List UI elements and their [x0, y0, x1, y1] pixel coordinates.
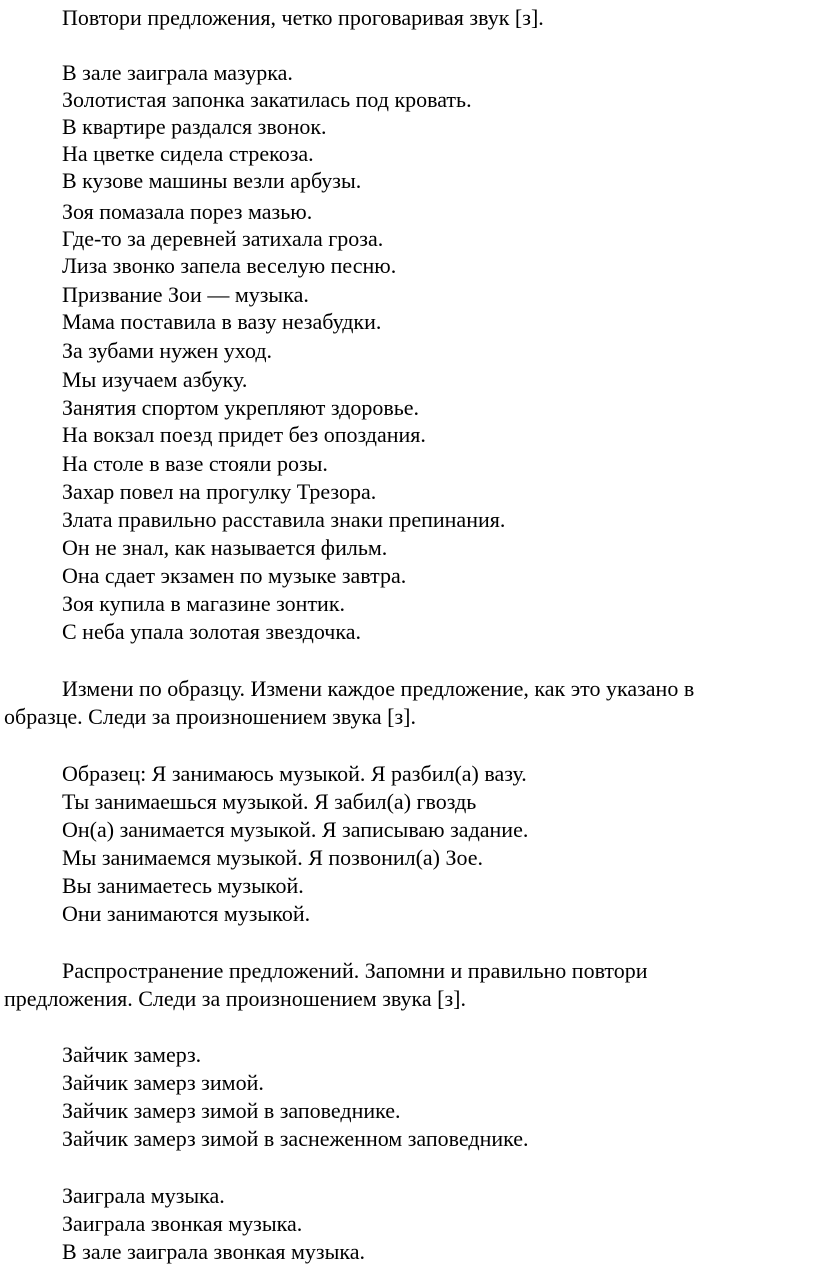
list-item: Зайчик замерз зимой. [62, 1070, 264, 1095]
example-row: Мы занимаемся музыкой. Я позвонил(а) Зое. [62, 845, 484, 870]
list-item: Заиграла звонкая музыка. [62, 1211, 303, 1236]
instruction-line: предложения. Следи за произношением звука [з]. [4, 986, 466, 1011]
list-item: В квартире раздался звонок. [62, 114, 327, 139]
section1-instruction: Повтори предложения, четко проговаривая звук [з]. [62, 5, 544, 30]
list-item: Золотистая запонка закатилась под кровать. [62, 87, 472, 112]
list-item: Где-то за деревней затихала гроза. [62, 226, 384, 251]
example-row: Они занимаются музыкой. [62, 901, 311, 926]
list-item: Он не знал, как называется фильм. [62, 535, 388, 560]
list-item: Зоя помазала порез мазью. [62, 199, 313, 224]
list-item: Зайчик замерз зимой в заповеднике. [62, 1098, 401, 1123]
example-row: Вы занимаетесь музыкой. [62, 873, 304, 898]
list-item: Она сдает экзамен по музыке завтра. [62, 563, 407, 588]
list-item: Мы изучаем азбуку. [62, 367, 248, 392]
example-row: Он(а) занимается музыкой. Я записываю задание. [62, 817, 529, 842]
list-item: Зайчик замерз зимой в заснеженном заповеднике. [62, 1126, 529, 1151]
list-item: Захар повел на прогулку Трезора. [62, 479, 377, 504]
example-row: Ты занимаешься музыкой. Я забил(а) гвоздь [62, 789, 477, 814]
list-item: Призвание Зои — музыка. [62, 282, 309, 307]
list-item: В кузове машины везли арбузы. [62, 168, 362, 193]
list-item: Зоя купила в магазине зонтик. [62, 591, 346, 616]
instruction-line: Распространение предложений. Запомни и правильно повтори [62, 958, 648, 983]
list-item: В зале заиграла мазурка. [62, 60, 293, 85]
list-item: В зале заиграла звонкая музыка. [62, 1239, 365, 1264]
list-item: На столе в вазе стояли розы. [62, 451, 328, 476]
list-item: Заиграла музыка. [62, 1183, 225, 1208]
list-item: С неба упала золотая звездочка. [62, 619, 361, 644]
list-item: На вокзал поезд придет без опоздания. [62, 422, 426, 447]
instruction-line: Измени по образцу. Измени каждое предложение, как это указано в [62, 676, 695, 701]
example-row: Образец: Я занимаюсь музыкой. Я разбил(а) вазу. [62, 761, 527, 786]
list-item: Лиза звонко запела веселую песню. [62, 253, 397, 278]
list-item: Злата правильно расставила знаки препинания. [62, 507, 506, 532]
list-item: Занятия спортом укрепляют здоровье. [62, 395, 420, 420]
instruction-line: образце. Следи за произношением звука [з]. [4, 704, 416, 729]
list-item: На цветке сидела стрекоза. [62, 141, 314, 166]
list-item: Зайчик замерз. [62, 1042, 202, 1067]
list-item: Мама поставила в вазу незабудки. [62, 309, 382, 334]
list-item: За зубами нужен уход. [62, 338, 273, 363]
